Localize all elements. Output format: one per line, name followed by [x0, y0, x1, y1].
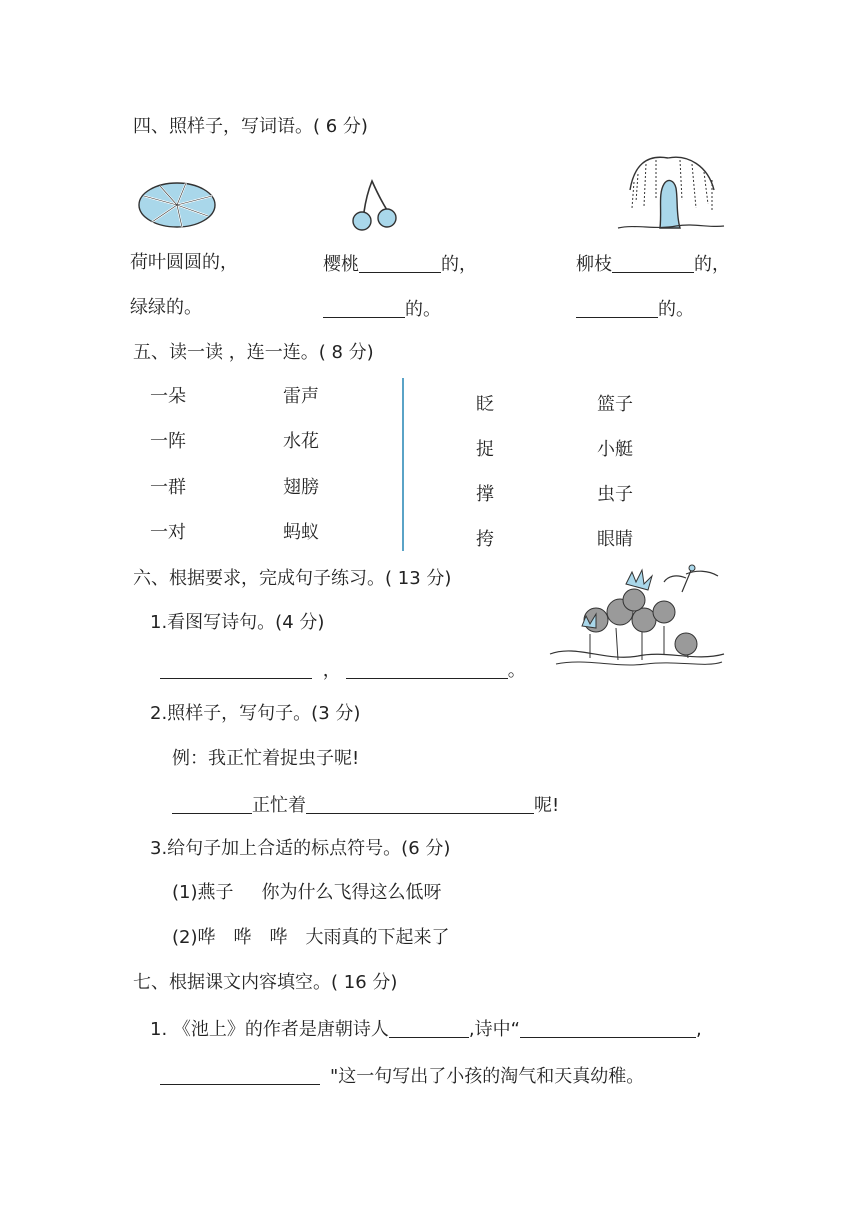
s6-q2-end: 呢!: [534, 795, 560, 816]
s4-col3-suffix2: 的。: [658, 299, 694, 320]
s6-q3-item1-a: (1)燕子: [172, 882, 234, 903]
s5-left-b-3: 蚂蚁: [283, 522, 319, 543]
s5-right-b-3: 眼睛: [597, 529, 633, 550]
s5-left-a-3: 一对: [150, 522, 186, 543]
s6-q1-period: 。: [507, 660, 526, 681]
s6-q3-item2-b: 哗: [233, 927, 252, 948]
sentence-subject-blank[interactable]: [172, 795, 252, 814]
willow-blank-2[interactable]: [576, 299, 658, 318]
s5-left-a-2: 一群: [150, 477, 186, 498]
s5-left-b-2: 翅膀: [283, 477, 319, 498]
column-divider: [402, 378, 404, 551]
s5-right-a-1: 捉: [476, 439, 494, 460]
s6-q1-comma: ，: [322, 660, 341, 681]
s5-right-b-1: 小艇: [597, 439, 633, 460]
verse-blank-2[interactable]: [160, 1066, 320, 1085]
section-5-heading: 五、读一读 ，连一连。( 8 分): [133, 342, 374, 363]
cherry-icon: [350, 180, 398, 232]
s6-q3-title: 3.给句子加上合适的标点符号。(6 分): [150, 838, 451, 859]
verse-blank-1[interactable]: [520, 1019, 696, 1038]
s4-col2-suffix2: 的。: [405, 299, 441, 320]
s5-left-b-0: 雷声: [283, 386, 319, 407]
willow-blank-1[interactable]: [612, 254, 694, 273]
poet-blank[interactable]: [389, 1019, 469, 1038]
s5-right-a-0: 眨: [476, 394, 494, 415]
s5-right-b-2: 虫子: [597, 484, 633, 505]
s6-q3-item2-a: (2)哗: [172, 927, 216, 948]
s5-left-a-1: 一阵: [150, 431, 186, 452]
s6-q2-example: 例：我正忙着捉虫子呢!: [172, 748, 360, 769]
poem-blank-1[interactable]: [160, 660, 312, 679]
s4-word-willow: 柳枝: [576, 254, 612, 275]
s6-q2-mid: 正忙着: [252, 795, 306, 816]
willow-tree-icon: [616, 150, 726, 232]
s7-q1-c: ,: [695, 1019, 702, 1040]
section-4-heading: 四、照样子，写词语。( 6 分): [133, 116, 368, 137]
s5-left-a-0: 一朵: [150, 386, 186, 407]
poem-blank-2[interactable]: [346, 660, 508, 679]
s5-right-a-2: 撑: [476, 484, 494, 505]
s4-word-cherry: 樱桃: [323, 254, 359, 275]
lotus-leaf-icon: [138, 182, 216, 228]
s4-col2-suffix1: 的，: [441, 254, 477, 275]
section-6-heading: 六、根据要求，完成句子练习。( 13 分): [133, 568, 452, 589]
s6-q2-title: 2.照样子，写句子。(3 分): [150, 703, 361, 724]
section-7-heading: 七、根据课文内容填空。( 16 分): [133, 972, 398, 993]
s4-col1-line1: 荷叶圆圆的，: [130, 252, 238, 273]
s6-q3-item2-c: 哗: [269, 927, 288, 948]
s6-q1-title: 1.看图写诗句。(4 分): [150, 612, 325, 633]
s6-q3-item1-b: 你为什么飞得这么低呀: [261, 882, 442, 903]
cherry-blank-1[interactable]: [359, 254, 441, 273]
s4-col1-line2: 绿绿的。: [130, 297, 202, 318]
s6-q3-item2-d: 大雨真的下起来了: [305, 927, 450, 948]
s5-left-b-1: 水花: [283, 431, 319, 452]
cherry-blank-2[interactable]: [323, 299, 405, 318]
s7-q1-b: ,诗中“: [468, 1019, 520, 1040]
s5-right-a-3: 挎: [476, 529, 494, 550]
s5-right-b-0: 篮子: [597, 394, 633, 415]
lotus-dragonfly-icon: [546, 562, 728, 670]
sentence-action-blank[interactable]: [306, 795, 534, 814]
s7-q1-a: 1. 《池上》的作者是唐朝诗人: [150, 1019, 389, 1040]
s4-col3-suffix1: 的，: [694, 254, 730, 275]
s7-q1-d: "这一句写出了小孩的淘气和天真幼稚。: [330, 1066, 645, 1087]
